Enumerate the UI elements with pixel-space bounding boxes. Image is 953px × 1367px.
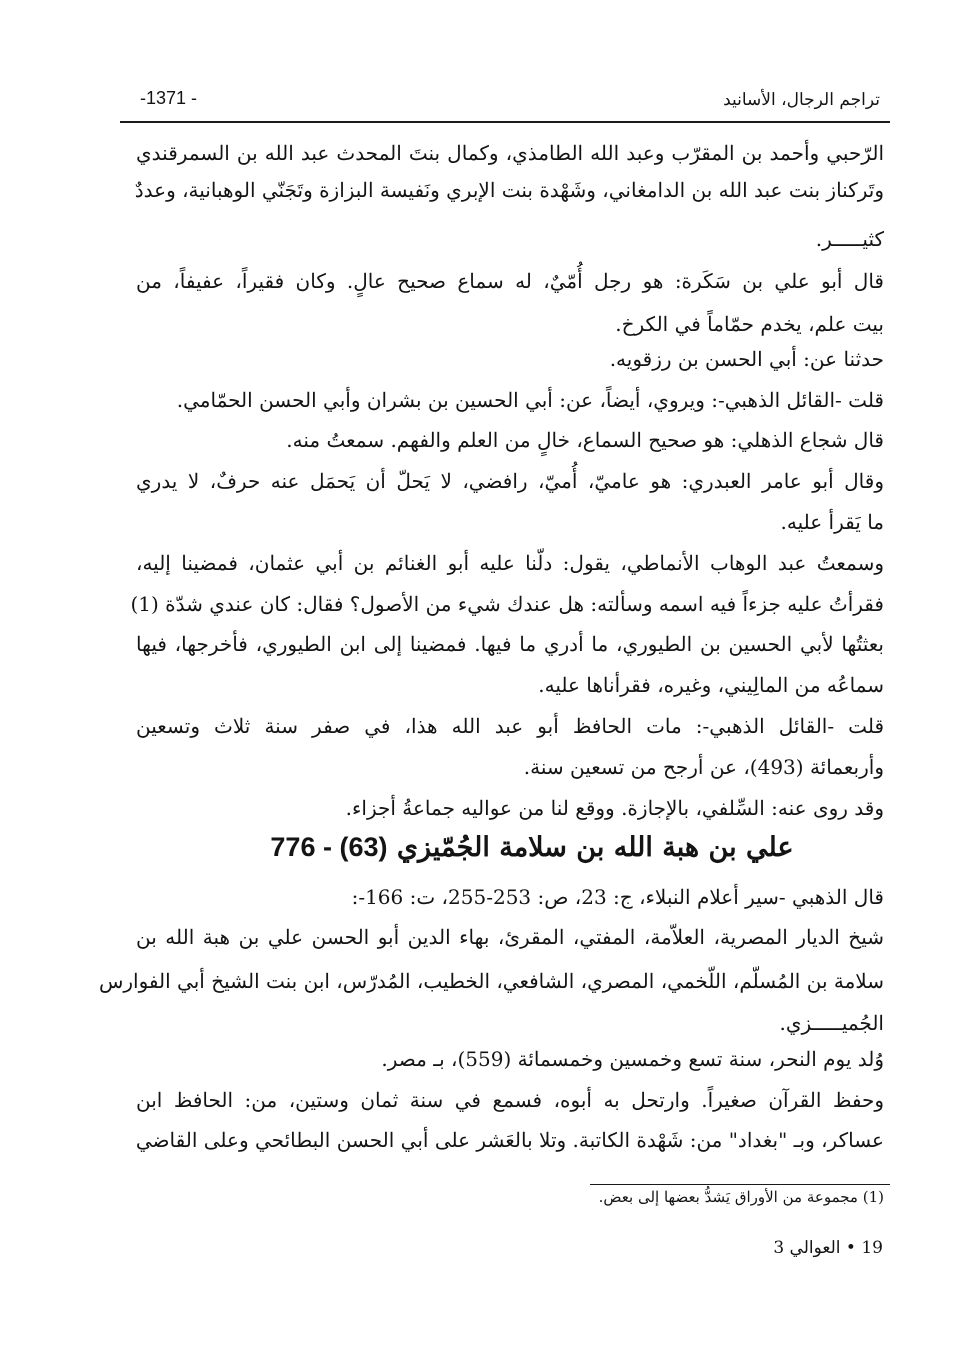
text-line: شيخ الديار المصرية، العلاّمة، المفتي، المقرئ، بهاء الدين أبو الحسن علي بن هبة الله بن	[136, 925, 884, 949]
text-line: وحفظ القرآن صغيراً. وارتحل به أبوه، فسمع في سنة ثمان وستين، من: الحافظ ابن	[136, 1088, 884, 1112]
signature-mark: 19 • العوالي 3	[773, 1238, 883, 1258]
text-line: وقد روى عنه: السِّلفي، بالإجازة. ووقع لنا من عواليه جماعةُ أجزاء.	[345, 796, 884, 820]
text-line: وتَركناز بنت عبد الله بن الدامغاني، وشَهْدة بنت الإبري ونَفيسة البزازة وتَجَنّي الوهبانية، وعددٌ	[134, 178, 884, 202]
entry-number: 776 - (63)	[270, 832, 388, 862]
text-line: كثيـــــر.	[815, 227, 884, 251]
text-line: قال أبو علي بن سَكَرة: هو رجل أُمّيٌ، له سماع صحيح عالٍ. وكان فقيراً، عفيفاً، من	[136, 269, 884, 293]
text-line: وسمعتُ عبد الوهاب الأنماطي، يقول: دلّنا عليه أبو الغنائم بن أبي عثمان، فمضينا إليه،	[136, 551, 884, 575]
entry-heading	[230, 832, 810, 876]
text-line: بيت علم، يخدم حمّاماً في الكرخ.	[615, 312, 884, 336]
text-line: حدثنا عن: أبي الحسن بن رزقويه.	[609, 347, 884, 371]
text-line: قال شجاع الذهلي: هو صحيح السماع، خالٍ من العلم والفهم. سمعتُ منه.	[286, 428, 884, 452]
text-line: قلت -القائل الذهبي-: مات الحافظ أبو عبد الله هذا، في صفر سنة ثلاث وتسعين	[136, 714, 884, 738]
entry-name: علي بن هبة الله بن سلامة الجُمّيزي	[396, 832, 794, 863]
page-header	[138, 86, 886, 118]
text-line: الرّحبي وأحمد بن المقرّب وعبد الله الطامذي، وكمال بنتَ المحدث عبد الله بن السمرقندي	[136, 141, 884, 165]
text-line: وُلد يوم النحر، سنة تسع وخمسين وخمسمائة (559)، بـ مصر.	[381, 1047, 884, 1071]
text-line: بعثتُها لأبي الحسين بن الطيوري، ما أدري ما فيها. فمضينا إلى ابن الطيوري، فأخرجها، فيها	[136, 632, 884, 656]
page-number: -1371 -	[140, 88, 198, 108]
text-line: سلامة بن المُسلّم، اللّخمي، المصري، الشافعي، الخطيب، المُدرّس، ابن بنت الشيخ أبي الفوارس	[98, 969, 884, 993]
text-line: فقرأتُ عليه جزءاً فيه اسمه وسألته: هل عندك شيء من الأصول؟ فقال: كان عندي شدّة (1)	[130, 592, 884, 616]
text-line: سماعُه من المالِيني، وغيره، فقرأناها عليه.	[538, 673, 884, 697]
text-line: ما يَقرأ عليه.	[780, 510, 884, 534]
footnote-rule	[590, 1184, 890, 1185]
header-rule	[120, 121, 890, 123]
text-line: الجُميـــــزي.	[779, 1011, 884, 1035]
footnote: (1) مجموعة من الأوراق يَشدُّ بعضها إلى بعض.	[598, 1188, 884, 1206]
text-line: قلت -القائل الذهبي-: ويروي، أيضاً، عن: أبي الحسين بن بشران وأبي الحسن الحمّامي.	[176, 388, 884, 412]
text-line: عساكر، وبـ "بغداد" من: شَهْدة الكاتبة. وتلا بالعَشر على أبي الحسن البطائحي وعلى القاضي	[135, 1128, 884, 1152]
text-line: قال الذهبي -سير أعلام النبلاء، ج: 23، ص: 253-255، ت: 166-:	[351, 885, 884, 909]
text-line: وأربعمائة (493)، عن أرجح من تسعين سنة.	[523, 755, 884, 779]
running-title: تراجم الرجال، الأسانيد	[723, 90, 880, 110]
text-line: وقال أبو عامر العبدري: هو عاميّ، أُميّ، رافضي، لا يَحلّ أن يَحمَل عنه حرفٌ، لا يدري	[136, 469, 884, 493]
